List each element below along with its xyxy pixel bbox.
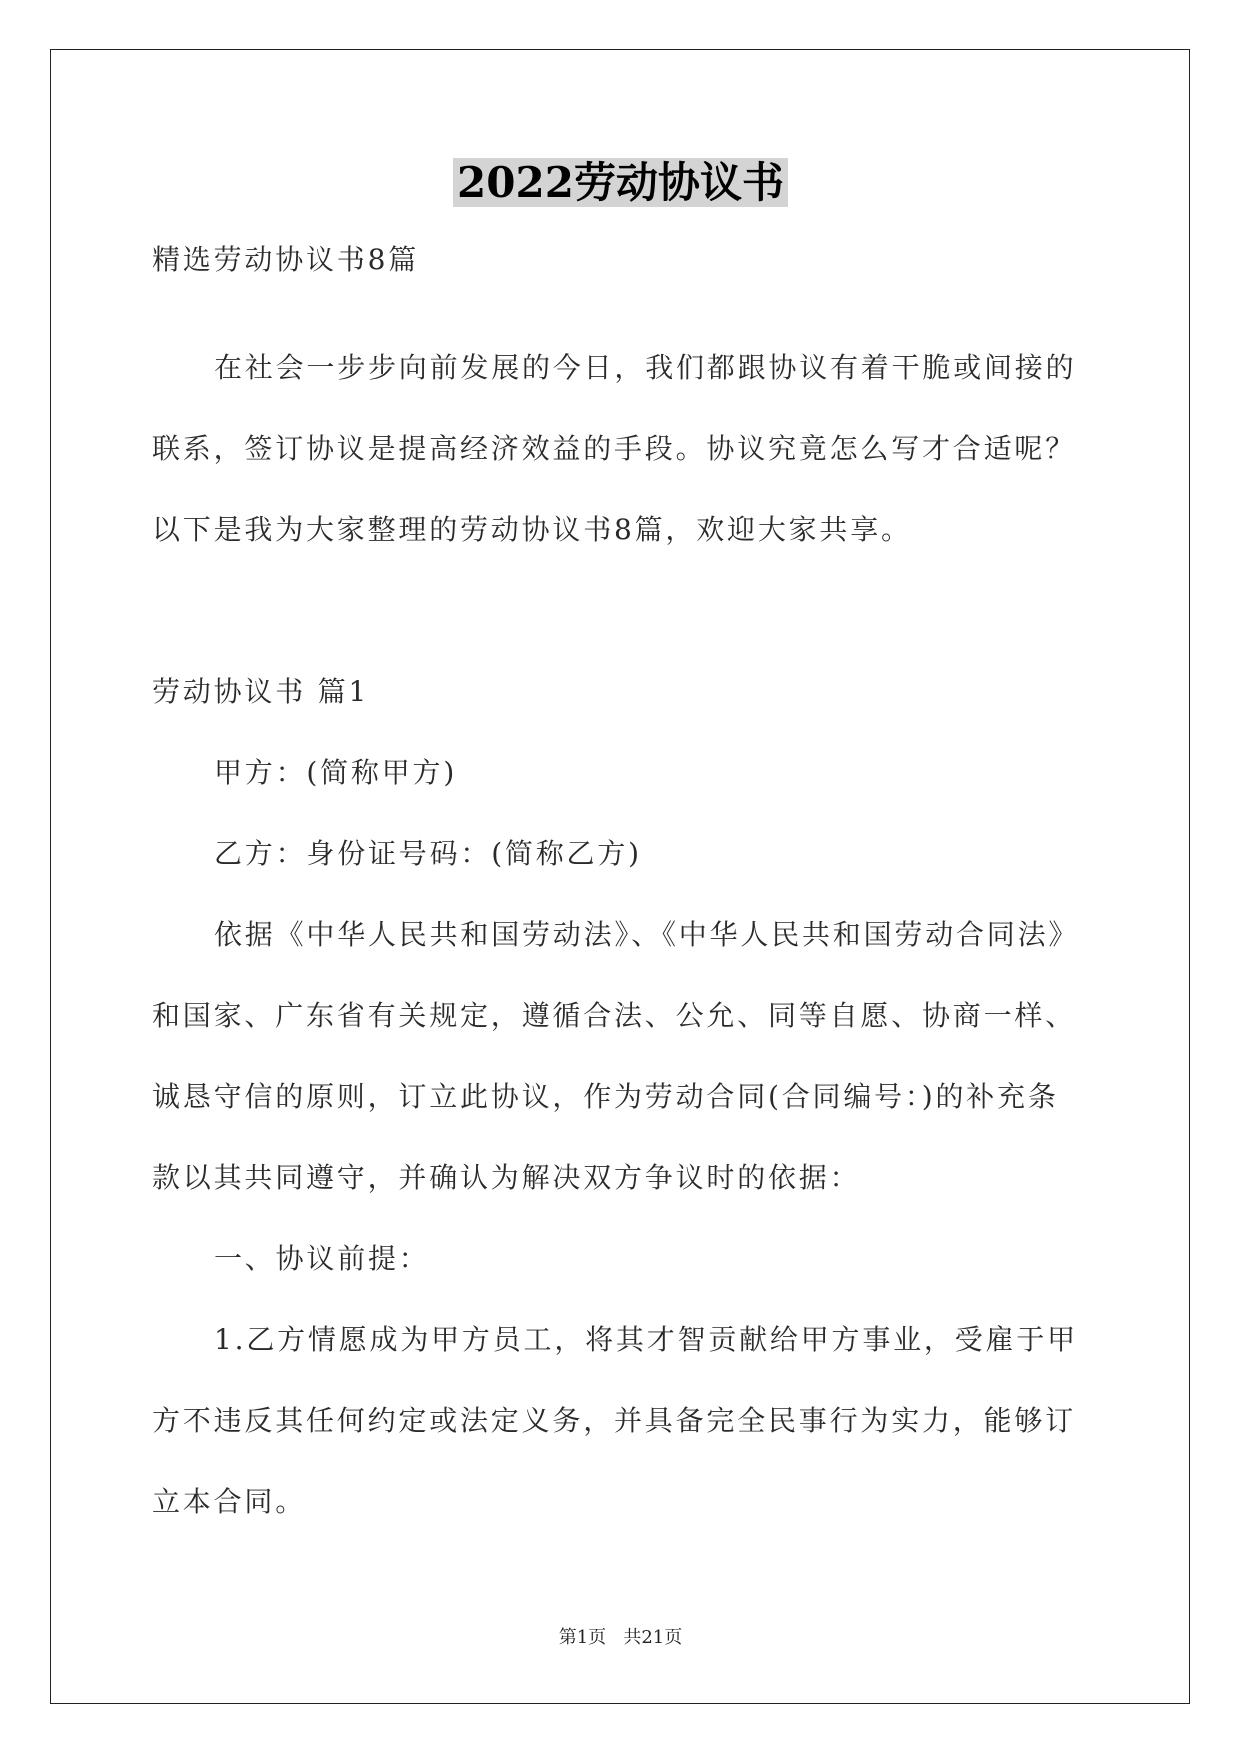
basis-line-3: 诚恳守信的原则，订立此协议，作为劳动合同(合同编号：)的补充条	[152, 1080, 1059, 1113]
clause-1-line-2: 方不违反其任何约定或法定义务，并具备完全民事行为实力，能够订	[152, 1404, 1077, 1437]
document-title	[0, 155, 1241, 211]
document-subtitle: 精选劳动协议书8篇	[152, 243, 420, 276]
intro-line-3: 以下是我为大家整理的劳动协议书8篇，欢迎大家共享。	[152, 513, 912, 546]
basis-line-4: 款以其共同遵守，并确认为解决双方争议时的依据：	[152, 1161, 861, 1194]
intro-line-2: 联系，签订协议是提高经济效益的手段。协议究竟怎么写才合适呢？	[152, 432, 1077, 465]
basis-line-2: 和国家、广东省有关规定，遵循合法、公允、同等自愿、协商一样、	[152, 999, 1077, 1032]
party-b-line: 乙方：身份证号码：(简称乙方)	[214, 837, 642, 870]
intro-line-1: 在社会一步步向前发展的今日，我们都跟协议有着干脆或间接的	[214, 351, 1077, 384]
page-border	[50, 49, 1190, 1704]
clause-1-line-1: 1.乙方情愿成为甲方员工，将其才智贡献给甲方事业，受雇于甲	[214, 1323, 1078, 1356]
page-footer: 第1页 共21页	[558, 1627, 683, 1648]
clause-1-line-3: 立本合同。	[152, 1485, 307, 1518]
section-heading: 劳动协议书 篇1	[152, 675, 370, 708]
basis-line-1: 依据《中华人民共和国劳动法》、《中华人民共和国劳动合同法》	[214, 918, 1080, 951]
party-a-line: 甲方：(简称甲方)	[214, 756, 458, 789]
clause-heading: 一、协议前提：	[214, 1242, 430, 1275]
document-title-text: 2022劳动协议书	[453, 158, 788, 207]
